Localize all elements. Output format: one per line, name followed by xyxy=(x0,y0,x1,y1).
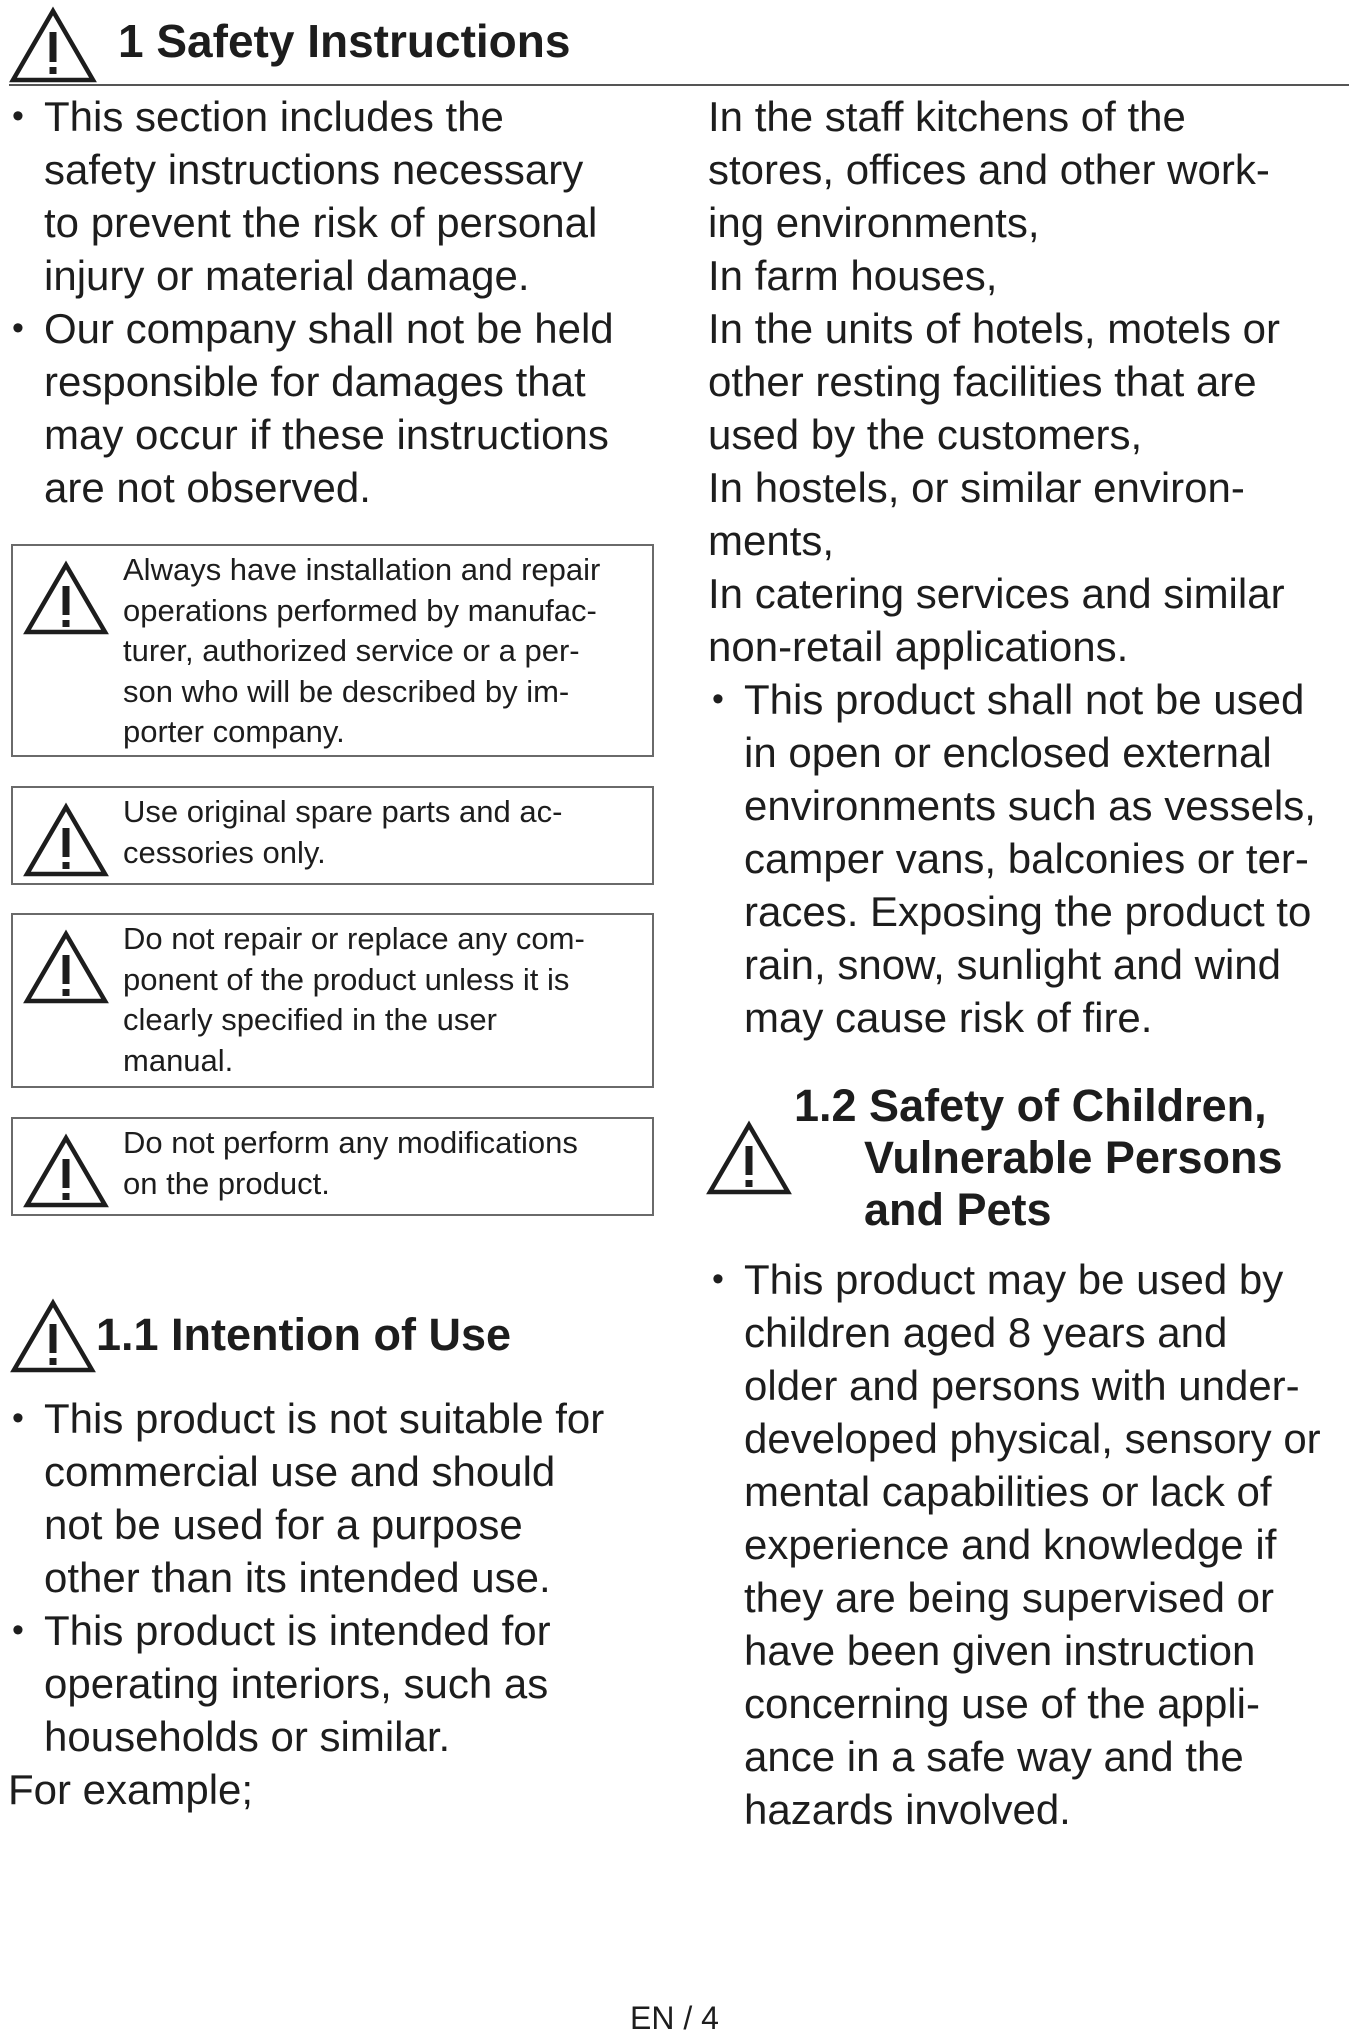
warning-triangle-icon xyxy=(23,1133,109,1209)
example-hostels: In hostels, or similar environ- ments, xyxy=(708,464,1245,564)
intro-bullet-1: • This section includes the safety instructions necessary to prevent the risk of personal injury or material damage. xyxy=(8,90,664,302)
warning-text: Always have installation and repair operations performed by manufac- turer, authorized service or a per- son who will be described by im- porter company. xyxy=(123,552,601,749)
section-1-1-bullet-1: • This product is not suitable for commercial use and should not be used for a purpose other than its intended use. xyxy=(8,1392,664,1604)
section-1-1-body xyxy=(8,1392,664,1816)
usage-examples xyxy=(708,90,1349,1044)
section-1-2-body xyxy=(708,1253,1349,1836)
warning-box-modifications xyxy=(11,1117,654,1216)
children-bullet: • This product may be used by children aged 8 years and older and persons with under- developed physical, sensory or mental capabilities or lack of experience and knowledge if they are being supervised or have been given instruction concerning use of the appli- ance in a safe way and the hazards involved. xyxy=(708,1253,1349,1836)
section-1-1-bullet-2: • This product is intended for operating interiors, such as households or similar. xyxy=(8,1604,664,1763)
warning-text: Use original spare parts and ac- cessories only. xyxy=(123,794,563,870)
warning-text: Do not perform any modifications on the product. xyxy=(123,1125,578,1201)
warning-text: Do not repair or replace any com- ponent of the product unless it is clearly specified in the user manual. xyxy=(123,921,585,1078)
warning-triangle-icon xyxy=(23,802,109,878)
example-catering: In catering services and similar non-retail applications. xyxy=(708,570,1285,670)
external-use-bullet: • This product shall not be used in open or enclosed external environments such as vessels, camper vans, balconies or ter- races. Exposing the product to rain, snow, sunlight and wind may cause risk of fire. xyxy=(708,673,1349,1044)
warning-triangle-icon xyxy=(23,560,109,636)
example-hotels: In the units of hotels, motels or other resting facilities that are used by the customers, xyxy=(708,305,1280,458)
example-farm-houses: In farm houses, xyxy=(708,252,998,299)
section-1-2-title: 1.2 Safety of Children, Vulnerable Persons and Pets xyxy=(794,1080,1283,1235)
warning-triangle-icon xyxy=(10,1298,96,1374)
section-1-1-title: 1.1 Intention of Use xyxy=(96,1309,512,1360)
page-number: EN / 4 xyxy=(630,2000,719,2036)
intro-bullets xyxy=(8,90,664,514)
header-divider xyxy=(9,84,1349,86)
warning-triangle-icon xyxy=(23,929,109,1005)
intro-bullet-2: • Our company shall not be held responsible for damages that may occur if these instructions are not observed. xyxy=(8,302,664,514)
warning-triangle-icon xyxy=(9,6,97,84)
warning-box-installation xyxy=(11,544,654,757)
warning-box-spare-parts xyxy=(11,786,654,885)
for-example-text: For example; xyxy=(8,1766,254,1813)
example-staff-kitchens: In the staff kitchens of the stores, offices and other work- ing environments, xyxy=(708,93,1270,246)
warning-triangle-icon xyxy=(706,1120,792,1196)
warning-box-repair xyxy=(11,913,654,1088)
page-title: 1 Safety Instructions xyxy=(118,15,571,67)
